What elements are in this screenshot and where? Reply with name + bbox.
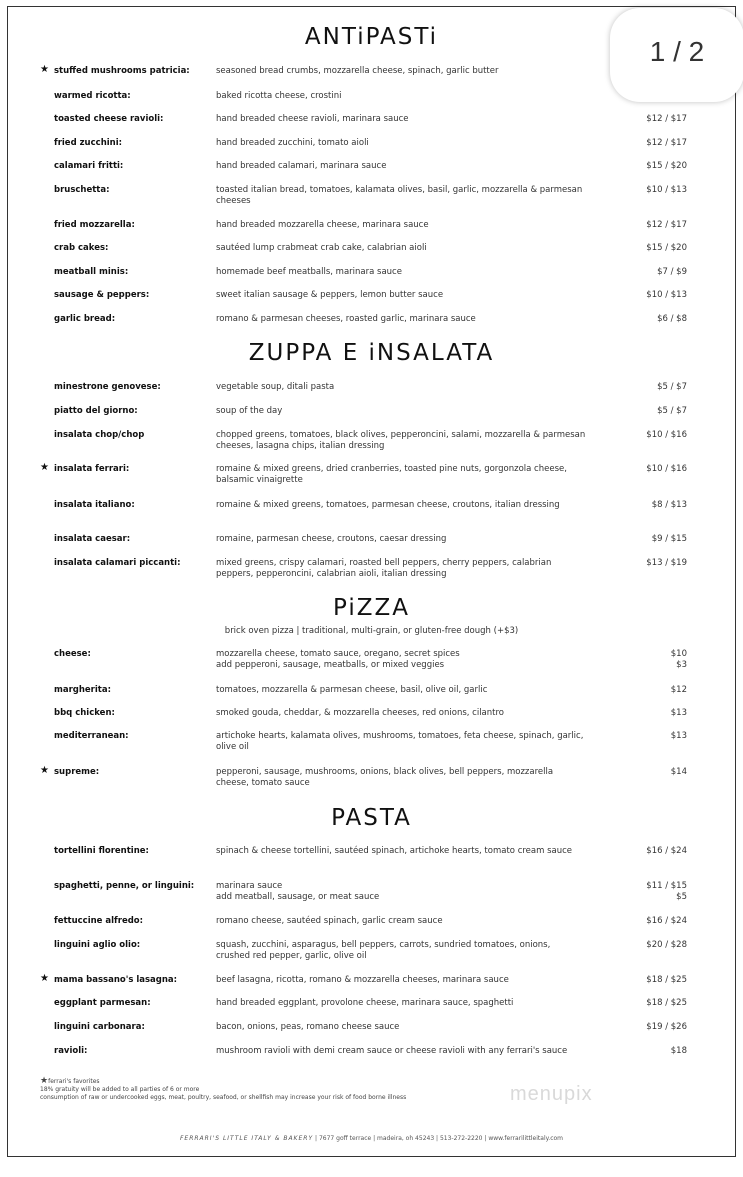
menupix-watermark: menupix bbox=[510, 1083, 593, 1105]
star-icon: ★ bbox=[40, 64, 49, 75]
menu-item-price: $13 bbox=[670, 708, 687, 718]
menu-item-price: $13 / $19 bbox=[646, 558, 687, 568]
menu-item-description: squash, zucchini, asparagus, bell peppers, carrots, sundried tomatoes, onions, crushed red pepper, garlic, olive oil bbox=[216, 940, 551, 961]
menu-item-name: insalata chop/chop bbox=[54, 430, 145, 440]
menu-item-price: $10 / $16 bbox=[646, 430, 687, 440]
menu-item-price: $10 / $13 bbox=[646, 185, 687, 195]
menu-item-name: linguini carbonara: bbox=[54, 1022, 145, 1032]
menu-item-name: insalata calamari piccanti: bbox=[54, 558, 181, 568]
menu-item-name: bbq chicken: bbox=[54, 708, 115, 718]
menu-item-name: crab cakes: bbox=[54, 243, 109, 253]
menu-item-name: margherita: bbox=[54, 685, 111, 695]
menu-item-price: $15 / $20 bbox=[646, 161, 687, 171]
menu-item-description: homemade beef meatballs, marinara sauce bbox=[216, 267, 402, 277]
consumption-note: consumption of raw or undercooked eggs, meat, poultry, seafood, or shellfish may increase your risk of food borne illness bbox=[40, 1094, 407, 1101]
menu-item-description: hand breaded calamari, marinara sauce bbox=[216, 161, 387, 171]
menu-item-description: beef lasagna, ricotta, romano & mozzarella cheeses, marinara sauce bbox=[216, 975, 509, 985]
menu-item-description: romano & parmesan cheeses, roasted garlic, marinara sauce bbox=[216, 314, 476, 324]
menu-item-price: $12 / $17 bbox=[646, 220, 687, 230]
menu-item-name: insalata caesar: bbox=[54, 534, 131, 544]
menu-item-description: romaine, parmesan cheese, croutons, caesar dressing bbox=[216, 534, 447, 544]
menu-item-name: garlic bread: bbox=[54, 314, 116, 324]
menu-item-description: bacon, onions, peas, romano cheese sauce bbox=[216, 1022, 400, 1032]
menu-item-name: minestrone genovese: bbox=[54, 382, 161, 392]
menu-item-description: mozzarella cheese, tomato sauce, oregano, secret spices add pepperoni, sausage, meatballs, or mixed veggies bbox=[216, 649, 460, 670]
menu-item-description: tomatoes, mozzarella & parmesan cheese, basil, olive oil, garlic bbox=[216, 685, 488, 695]
menu-item-description: smoked gouda, cheddar, & mozzarella cheeses, red onions, cilantro bbox=[216, 708, 504, 718]
menu-item-description: mushroom ravioli with demi cream sauce or cheese ravioli with any ferrari's sauce bbox=[216, 1046, 568, 1056]
menu-item-description: hand breaded eggplant, provolone cheese, marinara sauce, spaghetti bbox=[216, 998, 514, 1008]
antipasti-title: ANTiPASTi bbox=[304, 24, 439, 50]
menu-item-price: $7 / $9 bbox=[657, 267, 687, 277]
menu-item-name: stuffed mushrooms patricia: bbox=[54, 66, 190, 76]
menu-item-price: $5 / $7 bbox=[657, 382, 687, 392]
menu-item-name: fried zucchini: bbox=[54, 138, 123, 148]
menu-item-price: $12 / $17 bbox=[646, 114, 687, 124]
menu-item-name: sausage & peppers: bbox=[54, 290, 150, 300]
menu-item-price: $6 / $8 bbox=[657, 314, 687, 324]
menu-item-description: mixed greens, crispy calamari, roasted bell peppers, cherry peppers, calabrian peppers, pepperoncini, calabrian aioli, italian dressing bbox=[216, 558, 552, 579]
menu-item-price: $19 / $26 bbox=[646, 1022, 687, 1032]
menu-item-price: $18 bbox=[670, 1046, 687, 1056]
menu-item-price: $11 / $15 $5 bbox=[646, 881, 687, 902]
page-indicator-badge[interactable] bbox=[610, 8, 743, 102]
menu-item-name: calamari fritti: bbox=[54, 161, 124, 171]
menu-item-description: vegetable soup, ditali pasta bbox=[216, 382, 335, 392]
star-icon: ★ bbox=[40, 765, 49, 776]
menu-item-description: marinara sauce add meatball, sausage, or meat sauce bbox=[216, 881, 380, 902]
footer-info: | 7677 goff terrace | madeira, oh 45243 | 513-272-2220 | www.ferrarilittleitaly.com bbox=[313, 1135, 564, 1142]
menu-item-name: insalata ferrari: bbox=[54, 464, 130, 474]
footer-brand: FERRARI'S LITTLE ITALY & BAKERY bbox=[179, 1135, 314, 1142]
zuppa-title: ZUPPA E iNSALATA bbox=[248, 340, 495, 366]
menu-item-description: toasted italian bread, tomatoes, kalamata olives, basil, garlic, mozzarella & parmesan cheeses bbox=[216, 185, 583, 206]
menu-item-price: $16 / $24 bbox=[646, 916, 687, 926]
menu-item-description: soup of the day bbox=[216, 406, 283, 416]
menu-item-description: baked ricotta cheese, crostini bbox=[216, 91, 342, 101]
menu-item-name: cheese: bbox=[54, 649, 91, 659]
menu-item-name: linguini aglio olio: bbox=[54, 940, 141, 950]
menu-item-description: spinach & cheese tortellini, sautéed spinach, artichoke hearts, tomato cream sauce bbox=[216, 846, 573, 856]
menu-item-name: tortellini florentine: bbox=[54, 846, 149, 856]
menu-item-description: hand breaded cheese ravioli, marinara sauce bbox=[216, 114, 409, 124]
footnotes bbox=[40, 1077, 406, 1102]
menu-item-name: insalata italiano: bbox=[54, 500, 135, 510]
menu-item-name: eggplant parmesan: bbox=[54, 998, 151, 1008]
menu-item-description: hand breaded mozzarella cheese, marinara sauce bbox=[216, 220, 429, 230]
menu-item-price: $18 / $25 bbox=[646, 975, 687, 985]
menu-item-price: $10 $3 bbox=[670, 649, 687, 670]
star-icon: ★ bbox=[40, 1076, 49, 1086]
menu-item-price: $13 bbox=[670, 731, 687, 741]
menu-item-price: $10 / $13 bbox=[646, 290, 687, 300]
menu-item-name: meatball minis: bbox=[54, 267, 129, 277]
menu-item-name: fettuccine alfredo: bbox=[54, 916, 144, 926]
pasta-title: PASTA bbox=[331, 805, 412, 831]
pizza-title: PiZZA bbox=[332, 595, 410, 621]
star-icon: ★ bbox=[40, 973, 49, 984]
menu-item-description: romano cheese, sautéed spinach, garlic cream sauce bbox=[216, 916, 443, 926]
menu-item-name: supreme: bbox=[54, 767, 100, 777]
menu-item-price: $18 / $25 bbox=[646, 998, 687, 1008]
menu-item-name: spaghetti, penne, or linguini: bbox=[54, 881, 195, 891]
menu-item-name: mediterranean: bbox=[54, 731, 129, 741]
menu-item-price: $5 / $7 bbox=[657, 406, 687, 416]
menu-item-description: romaine & mixed greens, dried cranberries, toasted pine nuts, gorgonzola cheese, balsamic vinaigrette bbox=[216, 464, 567, 485]
menu-item-price: $10 / $16 bbox=[646, 464, 687, 474]
menu-item-description: pepperoni, sausage, mushrooms, onions, black olives, bell peppers, mozzarella cheese, tomato sauce bbox=[216, 767, 554, 788]
footer bbox=[0, 1135, 743, 1142]
menu-item-description: seasoned bread crumbs, mozzarella cheese, spinach, garlic butter bbox=[216, 66, 499, 76]
menu-item-price: $15 / $20 bbox=[646, 243, 687, 253]
star-icon: ★ bbox=[40, 462, 49, 473]
pizza-subtitle: brick oven pizza | traditional, multi-grain, or gluten-free dough (+$3) bbox=[224, 626, 519, 636]
menu-item-price: $12 bbox=[670, 685, 687, 695]
menu-item-description: sweet italian sausage & peppers, lemon butter sauce bbox=[216, 290, 444, 300]
menu-item-description: sautéed lump crabmeat crab cake, calabrian aioli bbox=[216, 243, 427, 253]
menu-item-name: warmed ricotta: bbox=[54, 91, 131, 101]
menu-item-price: $20 / $28 bbox=[646, 940, 687, 950]
menu-item-price: $14 bbox=[670, 767, 687, 777]
page-indicator: 1 / 2 bbox=[649, 36, 705, 67]
menu-item-description: artichoke hearts, kalamata olives, mushrooms, tomatoes, feta cheese, spinach, garlic, olive oil bbox=[216, 731, 584, 752]
menu-item-description: hand breaded zucchini, tomato aioli bbox=[216, 138, 369, 148]
menu-item-name: mama bassano's lasagna: bbox=[54, 975, 178, 985]
menu-item-price: $12 / $17 bbox=[646, 138, 687, 148]
menu-item-name: fried mozzarella: bbox=[54, 220, 135, 230]
menu-item-price: $9 / $15 bbox=[651, 534, 687, 544]
menu-item-name: piatto del giorno: bbox=[54, 406, 138, 416]
gratuity-note: 18% gratuity will be added to all parties of 6 or more bbox=[40, 1086, 200, 1093]
menu-item-price: $16 / $24 bbox=[646, 846, 687, 856]
menu-item-name: ravioli: bbox=[54, 1046, 88, 1056]
menu-item-description: chopped greens, tomatoes, black olives, pepperoncini, salami, mozzarella & parmesan cheeses, lasagna chips, italian dressing bbox=[216, 430, 586, 451]
menu-item-name: toasted cheese ravioli: bbox=[54, 114, 164, 124]
favorites-note: ferrari's favorites bbox=[48, 1078, 100, 1085]
menu-item-name: bruschetta: bbox=[54, 185, 110, 195]
menu-item-price: $8 / $13 bbox=[651, 500, 687, 510]
menu-item-description: romaine & mixed greens, tomatoes, parmesan cheese, croutons, italian dressing bbox=[216, 500, 560, 510]
